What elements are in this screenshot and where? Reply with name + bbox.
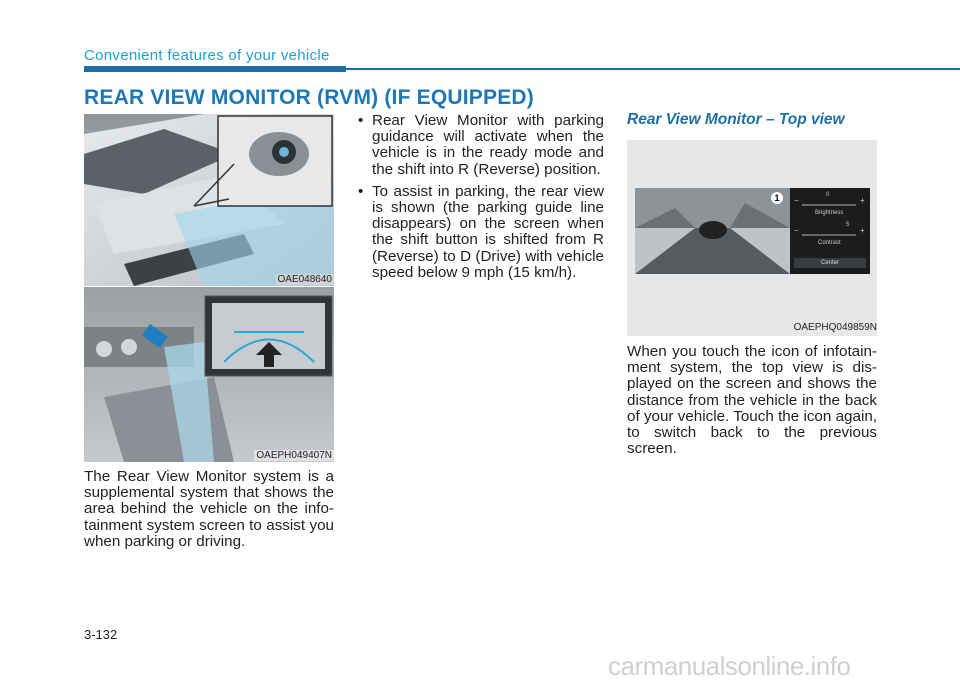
figure-label: OAEPHQ049859N (793, 322, 877, 333)
brightness-minus-button[interactable]: − (794, 196, 799, 205)
rear-camera-illustration (84, 114, 334, 286)
contrast-plus-button[interactable]: + (860, 226, 865, 235)
contrast-slider[interactable] (802, 234, 856, 236)
settings-panel (790, 188, 870, 274)
bullet-item: • To assist in parking, the rear view is shown (the parking guide line disappears) on the screen when the shift button is shifted from R (Reverse) to D (Drive) with vehicle speed below 9 mph (15 km/h). (356, 184, 604, 281)
page-number: 3-132 (84, 627, 118, 642)
figure-label: OAE048640 (277, 274, 332, 285)
brightness-plus-button[interactable]: + (860, 196, 865, 205)
brightness-label: Brightness (815, 210, 844, 216)
top-view-paragraph: When you touch the icon of infotain-ment system, the top view is dis-played on the screen and shows the distance from the vehicle in the back of your vehicle. Touch the icon again, to switch back to the previous screen. (627, 343, 877, 458)
infotainment-screen-figure (627, 140, 877, 336)
callout-badge: 1 (771, 192, 783, 204)
brightness-value: 0 (826, 192, 830, 198)
bullet-list (356, 113, 604, 287)
page-title: REAR VIEW MONITOR (RVM) (IF EQUIPPED) (84, 86, 534, 109)
subheading: Rear View Monitor – Top view (627, 111, 845, 128)
contrast-value: 5 (846, 222, 850, 228)
contrast-label: Contrast (818, 240, 841, 246)
center-button[interactable]: Center (794, 258, 866, 268)
intro-paragraph: The Rear View Monitor system is a supplemental system that shows the area behind the vehicle on the info-tainment system screen to assist you when parking or driving. (84, 468, 334, 550)
camera-view (635, 188, 790, 274)
brightness-slider[interactable] (802, 204, 856, 206)
shift-lever-illustration (84, 287, 334, 462)
watermark: carmanualsonline.info (608, 651, 851, 681)
contrast-minus-button[interactable]: − (794, 226, 799, 235)
section-header: Convenient features of your vehicle (84, 47, 330, 64)
header-divider (84, 66, 960, 72)
bullet-item: • Rear View Monitor with parking guidance will activate when the vehicle is in the ready mode and the shift into R (Reverse) position. (356, 113, 604, 178)
figure-label: OAEPH049407N (256, 450, 332, 461)
